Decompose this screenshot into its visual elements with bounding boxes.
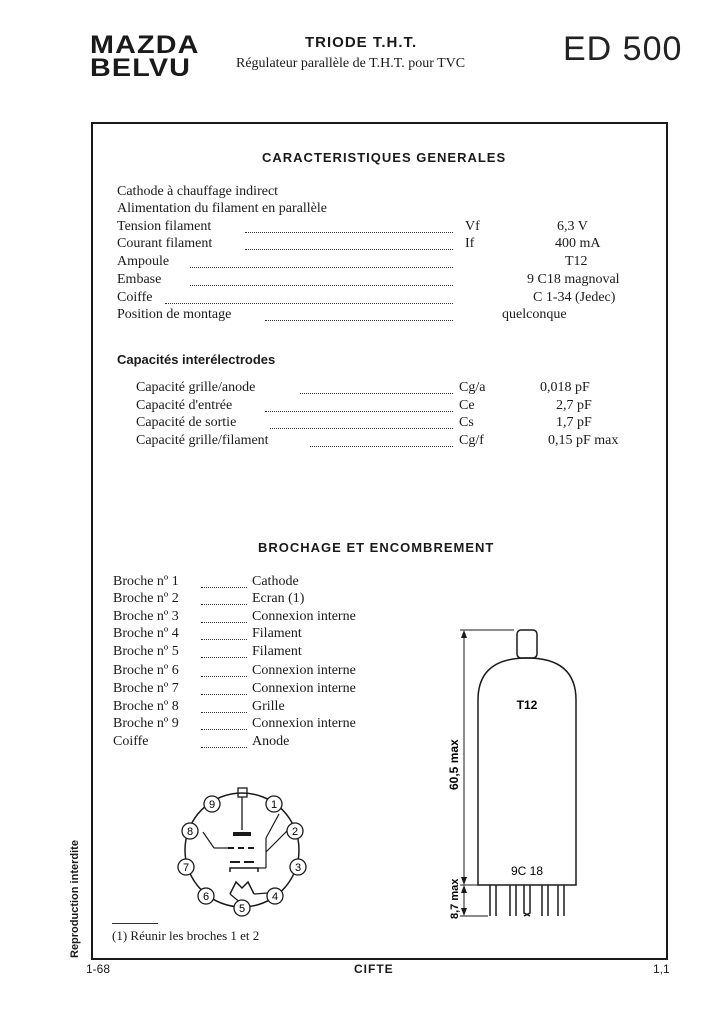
cap-value: 0,018 pF [540, 380, 590, 395]
brand-logo-mazda: MAZDA [90, 31, 200, 59]
pin-function: Connexion interne [252, 609, 356, 624]
capacities-heading: Capacités interélectrodes [117, 352, 276, 367]
leader-dots [201, 628, 247, 640]
footnote-rule [112, 922, 158, 924]
pin-length-dimension: 8,7 max [449, 878, 461, 919]
cap-value: 0,15 pF max [548, 433, 619, 448]
leader-dots [201, 576, 247, 588]
spec-value: C 1-34 (Jedec) [533, 290, 616, 305]
spec-value: 400 mA [555, 236, 601, 251]
pin-2 [287, 823, 303, 839]
cap-symbol: Cg/f [459, 433, 484, 448]
pin-number: 8 [186, 826, 194, 838]
pin-label: Broche nº 2 [113, 591, 179, 606]
spec-label: Position de montage [117, 307, 232, 322]
leader-dots [201, 593, 247, 605]
document-subtitle: Régulateur parallèle de T.H.T. pour TVC [236, 56, 466, 71]
pin-number: 9 [208, 799, 216, 811]
spec-label: Embase [117, 272, 162, 287]
spec-value: quelconque [502, 307, 567, 322]
pin-number: 6 [202, 891, 210, 903]
pin-label: Broche nº 8 [113, 699, 179, 714]
pin-number: 3 [294, 862, 302, 874]
spec-label: Courant filament [117, 236, 213, 251]
leader-dots [165, 292, 453, 304]
spec-symbol: If [465, 236, 475, 251]
cap-label: Capacité grille/filament [136, 433, 269, 448]
spec-label: Tension filament [117, 219, 212, 234]
pin-number: 7 [182, 862, 190, 874]
leader-dots [201, 683, 247, 695]
leader-dots [245, 221, 453, 233]
leader-dots [265, 400, 453, 412]
pin-label: Coiffe [113, 734, 149, 749]
pin-function: Cathode [252, 574, 299, 589]
pin-label: Broche nº 7 [113, 681, 179, 696]
footnote: (1) Réunir les broches 1 et 2 [112, 928, 260, 943]
leader-dots [270, 417, 453, 429]
cap-value: 2,7 pF [556, 398, 592, 413]
pin-8 [182, 823, 198, 839]
intro-line: Cathode à chauffage indirect [117, 184, 279, 199]
pin-6 [198, 888, 214, 904]
pinout-heading: BROCHAGE ET ENCOMBREMENT [258, 540, 495, 555]
pin-5 [234, 900, 250, 916]
cap-symbol: Cg/a [459, 380, 486, 395]
leader-dots [201, 718, 247, 730]
pin-label: Broche nº 1 [113, 574, 179, 589]
leader-dots [310, 435, 453, 447]
pin-label: Broche nº 3 [113, 609, 179, 624]
general-heading: CARACTERISTIQUES GENERALES [262, 150, 507, 165]
pin-number: 5 [238, 903, 246, 915]
leader-dots [190, 256, 453, 268]
base-label: 9C 18 [510, 864, 544, 878]
spec-value: 6,3 V [557, 219, 588, 234]
pin-label: Broche nº 9 [113, 716, 179, 731]
pin-7 [178, 859, 194, 875]
intro-line: Alimentation du filament en parallèle [117, 201, 327, 216]
pin-function: Filament [252, 626, 302, 641]
pin-function: Connexion interne [252, 716, 356, 731]
pin-label: Broche nº 5 [113, 644, 179, 659]
cap-label: Capacité d'entrée [136, 398, 233, 413]
spec-label: Coiffe [117, 290, 153, 305]
spec-label: Ampoule [117, 254, 170, 269]
pin-label: Broche nº 6 [113, 663, 179, 678]
footer-page: 1,1 [653, 962, 670, 976]
pin-function: Connexion interne [252, 681, 356, 696]
leader-dots [245, 238, 453, 250]
leader-dots [265, 309, 453, 321]
pin-4 [267, 888, 283, 904]
pin-function: Filament [252, 644, 302, 659]
leader-dots [201, 665, 247, 677]
pin-9 [204, 796, 220, 812]
base-pin-diagram [170, 778, 320, 920]
spec-value: 9 C18 magnoval [527, 272, 620, 287]
tube-code: ED 500 [563, 30, 683, 68]
spec-symbol: Vf [465, 219, 480, 234]
tube-outline-drawing [438, 625, 598, 925]
spec-value: T12 [565, 254, 588, 269]
cap-value: 1,7 pF [556, 415, 592, 430]
cap-symbol: Cs [459, 415, 474, 430]
pin-1 [266, 796, 282, 812]
leader-dots [190, 274, 453, 286]
cap-label: Capacité grille/anode [136, 380, 256, 395]
document-title: TRIODE T.H.T. [305, 34, 418, 51]
leader-dots [201, 611, 247, 623]
leader-dots [201, 701, 247, 713]
footer-publisher: CIFTE [354, 962, 394, 976]
pin-function: Grille [252, 699, 285, 714]
pin-number: 4 [271, 891, 279, 903]
cap-label: Capacité de sortie [136, 415, 237, 430]
brand-logo-belvu: BELVU [90, 54, 192, 82]
bulb-label: T12 [516, 698, 538, 712]
reproduction-notice: Reproduction interdite [69, 840, 81, 958]
leader-dots [201, 646, 247, 658]
footer-date: 1-68 [86, 962, 111, 976]
leader-dots [201, 736, 247, 748]
leader-dots [300, 382, 453, 394]
pin-function: Ecran (1) [252, 591, 305, 606]
pin-number: 1 [270, 799, 278, 811]
tube-pins [490, 885, 564, 916]
pin-function: Connexion interne [252, 663, 356, 678]
pin-number: 2 [291, 826, 299, 838]
pin-label: Broche nº 4 [113, 626, 179, 641]
cap-symbol: Ce [459, 398, 475, 413]
pin-3 [290, 859, 306, 875]
height-dimension: 60,5 max [447, 739, 461, 790]
pin-function: Anode [252, 734, 290, 749]
